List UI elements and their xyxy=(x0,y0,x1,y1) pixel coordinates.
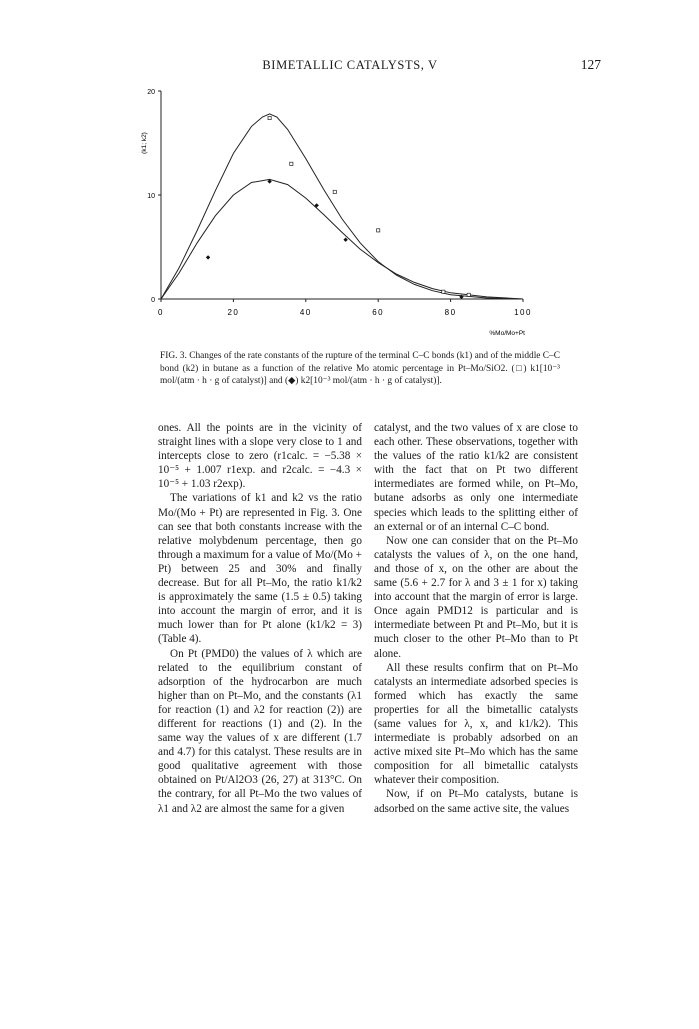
y-axis-label: (k1; k2) xyxy=(141,132,148,154)
y-tick-label: 10 xyxy=(147,193,155,200)
data-points xyxy=(206,116,470,299)
y-tick-label: 0 xyxy=(151,297,155,304)
fit-curves xyxy=(161,114,523,299)
fit-curve xyxy=(161,179,523,299)
figure-3-chart xyxy=(0,0,699,345)
paragraph: ones. All the points are in the vicinity of straight lines with a slope very close to 1 and intercepts close to zero (r1calc. = −5.38 × 10⁻⁵ + 1.007 r1exp. and r2calc. = −4.3 × 10⁻⁵ + 1.03 r2exp). xyxy=(158,422,362,491)
figure-caption-label: FIG. 3. xyxy=(160,351,187,361)
figure-caption-text: Changes of the rate constants of the rupture of the terminal C–C bonds (k1) and of the middle C–C bond (k2) in butane as a function of the relative Mo atomic percentage in Pt–Mo/SiO2. (□) k1[10⁻³ mol/(atm · h · g of catalyst)] and (◆) k2[10⁻³ mol/(atm · h · g of catalyst)]. xyxy=(160,351,560,387)
x-tick-label: 80 xyxy=(444,308,457,317)
open-square-point xyxy=(467,293,470,296)
x-tick-label: 100 xyxy=(514,308,532,317)
filled-diamond-point xyxy=(206,255,210,259)
right-text-column xyxy=(374,421,578,816)
axis-labels xyxy=(141,89,532,337)
paragraph: Now, if on Pt–Mo catalysts, butane is adsorbed on the same active site, the values xyxy=(374,788,578,815)
open-square-point xyxy=(290,162,293,165)
paragraph: All these results confirm that on Pt–Mo catalysts an intermediate adsorbed species is formed which has exactly the same properties for all the bimetallic catalysts (same values for λ, x, and k1/k2). This intermediate is probably adsorbed on an active mixed site Pt–Mo which has the same composition for all bimetallic catalysts whatever their composition. xyxy=(374,661,578,787)
paragraph: Now one can consider that on the Pt–Mo catalysts the values of λ, on the one hand, and those of x, on the other are about the same (5.6 + 2.7 for λ and 3 ± 1 for x) taking into account that the margin of error is large. Once again PMD12 is particular and is intermediate between Pt and Pt–Mo, but it is much closer to the other Pt–Mo than to Pt alone. xyxy=(374,534,578,660)
x-tick-label: 60 xyxy=(372,308,385,317)
open-square-point xyxy=(377,229,380,232)
open-square-point xyxy=(333,190,336,193)
paragraph: The variations of k1 and k2 vs the ratio Mo/(Mo + Pt) are represented in Fig. 3. One can see that both constants increase with the relative molybdenum percentage, then go through a maximum for a value of Mo/(Mo + Pt) between 25 and 30% and finally decrease. But for all Pt–Mo, the ratio k1/k2 is approximately the same (1.5 ± 0.5) taking into account the margin of error, and it is much lower than for Pt alone (k1/k2 = 3) (Table 4). xyxy=(158,492,362,646)
figure-caption xyxy=(160,350,560,388)
x-tick-label: 40 xyxy=(299,308,312,317)
x-axis-label: %Mo/Mo+Pt xyxy=(489,330,525,337)
paragraph: catalyst, and the two values of x are close to each other. These observations, together with the values of the ratio k1/k2 are consistent with the fact that on Pt two different intermediates are formed while, on Pt–Mo, butane adsorbs as only one intermediate species which leads to the splitting either of an external or of an internal C–C bond. xyxy=(374,422,578,533)
x-tick-label: 0 xyxy=(158,308,164,317)
x-tick-label: 20 xyxy=(227,308,240,317)
running-head: BIMETALLIC CATALYSTS, V xyxy=(262,58,438,72)
page-number: 127 xyxy=(580,57,601,72)
open-square-point xyxy=(268,116,271,119)
open-square-point xyxy=(442,290,445,293)
y-tick-label: 20 xyxy=(147,89,155,96)
paragraph: On Pt (PMD0) the values of λ which are related to the equilibrium constant of adsorption of the hydrocarbon are much higher than on Pt–Mo, and the constants (λ1 for reaction (1) and λ2 for reaction (2)) are different for reactions (1) and (2). In the same way the values of x are different (1.7 and 4.7) for this catalyst. These results are in good qualitative agreement with those obtained on Pt/Al2O3 (26, 27) at 313°C. On the contrary, for all Pt–Mo the two values of λ1 and λ2 are almost the same for a given xyxy=(158,647,362,815)
fit-curve xyxy=(161,114,523,299)
left-text-column xyxy=(158,421,362,816)
filled-diamond-point xyxy=(343,238,347,242)
